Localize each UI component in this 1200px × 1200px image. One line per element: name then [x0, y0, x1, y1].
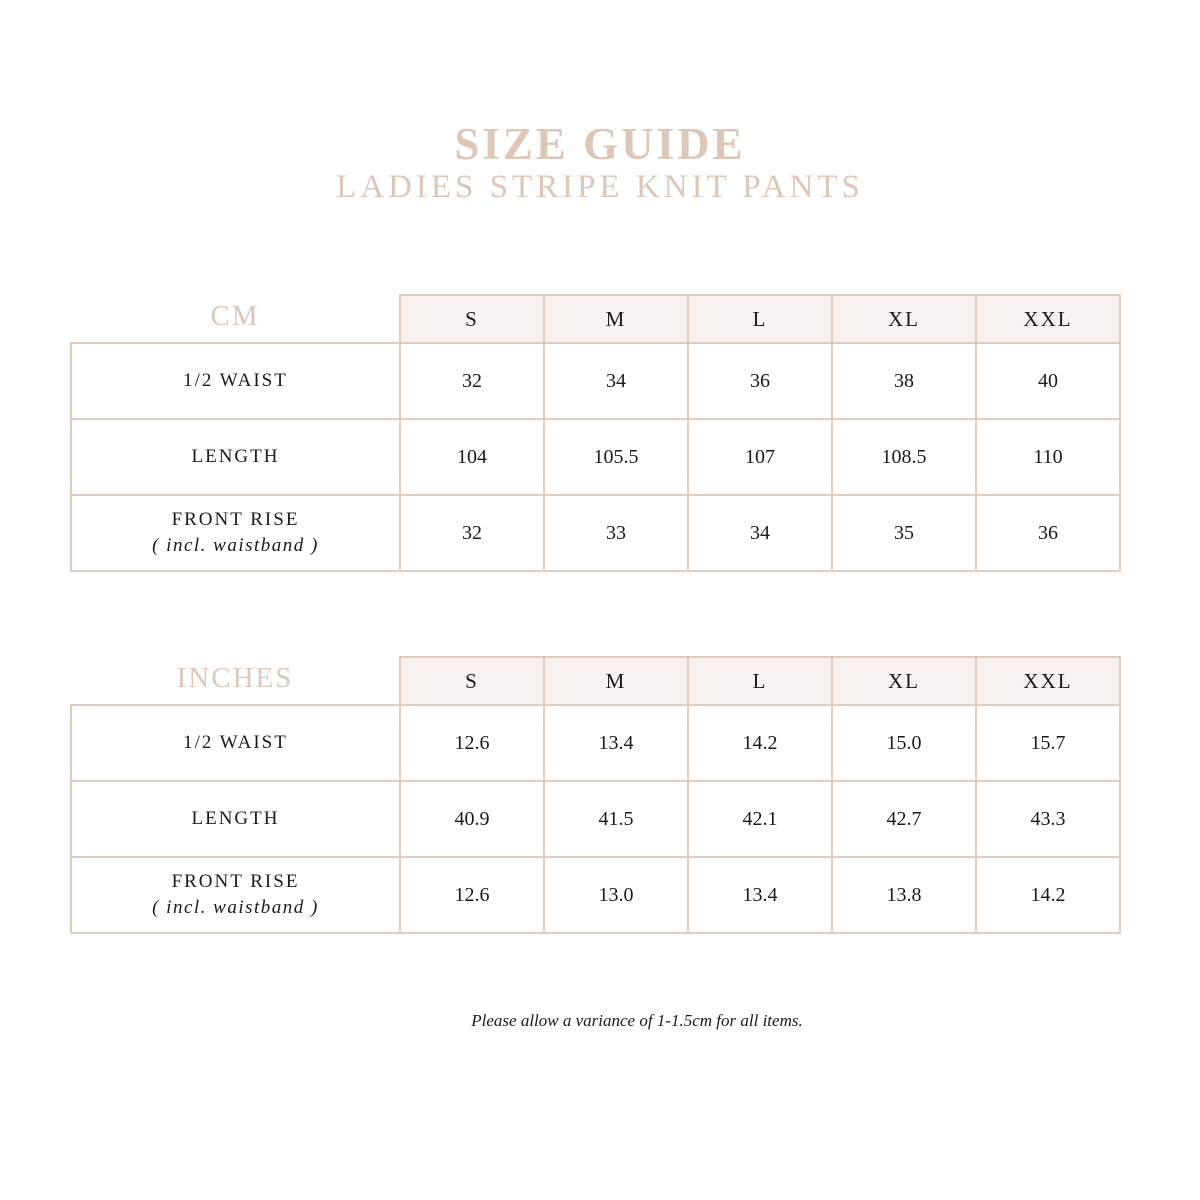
- measurement-value: 13.0: [543, 856, 689, 934]
- size-header-cell: S: [399, 294, 545, 344]
- measurement-value: 105.5: [543, 418, 689, 496]
- table-row: [70, 780, 1121, 858]
- measurement-value: 43.3: [975, 780, 1121, 858]
- measurement-label-cell: [70, 494, 401, 572]
- measurement-value: 38: [831, 342, 977, 420]
- measurement-label: 1/2 WAIST: [183, 732, 288, 753]
- measurement-value: 32: [399, 342, 545, 420]
- size-header-cell: M: [543, 656, 689, 706]
- measurement-value: 36: [975, 494, 1121, 572]
- table-row: [70, 856, 1121, 934]
- measurement-value: 104: [399, 418, 545, 496]
- table-row: [70, 342, 1121, 420]
- measurement-value: 13.8: [831, 856, 977, 934]
- measurement-label: 1/2 WAIST: [183, 370, 288, 391]
- size-header-row: [399, 294, 1121, 344]
- size-header-cell: XXL: [975, 656, 1121, 706]
- measurement-label: LENGTH: [191, 446, 280, 467]
- measurement-value: 40: [975, 342, 1121, 420]
- measurement-value: 108.5: [831, 418, 977, 496]
- measurement-value: 110: [975, 418, 1121, 496]
- measurement-label-cell: [70, 780, 401, 858]
- measurement-label-cell: [70, 704, 401, 782]
- size-header-cell: L: [687, 294, 833, 344]
- measurement-value: 41.5: [543, 780, 689, 858]
- measurement-value: 13.4: [543, 704, 689, 782]
- measurement-value: 14.2: [687, 704, 833, 782]
- measurement-value: 14.2: [975, 856, 1121, 934]
- size-header-cell: XL: [831, 656, 977, 706]
- measurement-label-cell: [70, 418, 401, 496]
- size-header-cell: XL: [831, 294, 977, 344]
- unit-label: INCHES: [176, 662, 294, 694]
- size-header-cell: S: [399, 656, 545, 706]
- measurement-rows: [70, 342, 1121, 572]
- measurement-value: 34: [543, 342, 689, 420]
- table-row: [70, 704, 1121, 782]
- size-header-cell: L: [687, 656, 833, 706]
- page-title: SIZE GUIDE: [454, 119, 746, 169]
- measurement-rows: [70, 704, 1121, 934]
- measurement-value: 15.7: [975, 704, 1121, 782]
- measurement-value: 40.9: [399, 780, 545, 858]
- table-row: [70, 494, 1121, 572]
- measurement-label: FRONT RISE: [171, 871, 300, 892]
- measurement-value: 15.0: [831, 704, 977, 782]
- measurement-label-cell: [70, 342, 401, 420]
- size-header-row: [399, 656, 1121, 706]
- measurement-value: 42.1: [687, 780, 833, 858]
- measurement-value: 12.6: [399, 704, 545, 782]
- unit-label: CM: [210, 300, 260, 332]
- measurement-note: ( incl. waistband ): [152, 897, 319, 918]
- measurement-label-cell: [70, 856, 401, 934]
- measurement-value: 13.4: [687, 856, 833, 934]
- measurement-value: 12.6: [399, 856, 545, 934]
- measurement-value: 35: [831, 494, 977, 572]
- measurement-value: 107: [687, 418, 833, 496]
- measurement-value: 36: [687, 342, 833, 420]
- size-header-cell: M: [543, 294, 689, 344]
- variance-footnote: Please allow a variance of 1-1.5cm for all items.: [471, 1011, 803, 1030]
- measurement-value: 34: [687, 494, 833, 572]
- measurement-value: 42.7: [831, 780, 977, 858]
- measurement-label: LENGTH: [191, 808, 280, 829]
- product-name: LADIES STRIPE KNIT PANTS: [336, 169, 864, 205]
- size-header-cell: XXL: [975, 294, 1121, 344]
- measurement-label: FRONT RISE: [171, 509, 300, 530]
- measurement-value: 33: [543, 494, 689, 572]
- measurement-value: 32: [399, 494, 545, 572]
- table-row: [70, 418, 1121, 496]
- measurement-note: ( incl. waistband ): [152, 535, 319, 556]
